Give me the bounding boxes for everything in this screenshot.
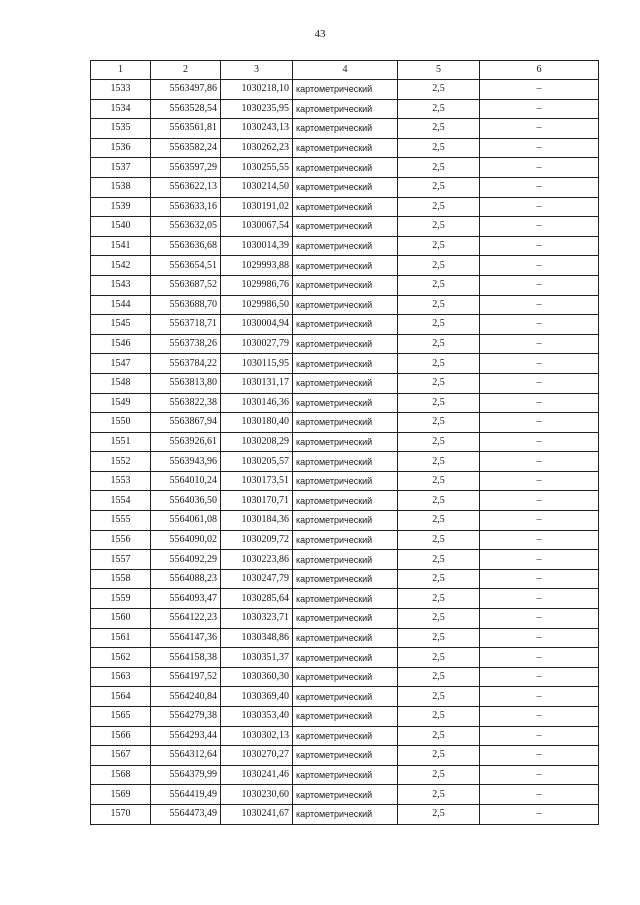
point-number-cell: 1536	[91, 138, 151, 158]
x-coordinate-cell: 5564312,64	[151, 746, 221, 766]
accuracy-cell: 2,5	[398, 119, 480, 139]
method-cell: картометрический	[293, 765, 398, 785]
point-number-cell: 1540	[91, 217, 151, 237]
point-number-cell: 1560	[91, 609, 151, 629]
point-number-cell: 1546	[91, 334, 151, 354]
column-header-4: 4	[293, 61, 398, 80]
y-coordinate-cell: 1030323,71	[221, 609, 293, 629]
y-coordinate-cell: 1030146,36	[221, 393, 293, 413]
method-cell: картометрический	[293, 99, 398, 119]
note-cell: –	[480, 256, 599, 276]
accuracy-cell: 2,5	[398, 177, 480, 197]
note-cell: –	[480, 609, 599, 629]
x-coordinate-cell: 5564093,47	[151, 589, 221, 609]
y-coordinate-cell: 1030302,13	[221, 726, 293, 746]
accuracy-cell: 2,5	[398, 275, 480, 295]
note-cell: –	[480, 197, 599, 217]
column-header-6: 6	[480, 61, 599, 80]
table-row	[91, 99, 599, 119]
x-coordinate-cell: 5563688,70	[151, 295, 221, 315]
method-cell: картометрический	[293, 354, 398, 374]
x-coordinate-cell: 5564092,29	[151, 550, 221, 570]
y-coordinate-cell: 1030360,30	[221, 667, 293, 687]
x-coordinate-cell: 5564122,23	[151, 609, 221, 629]
method-cell: картометрический	[293, 687, 398, 707]
y-coordinate-cell: 1029993,88	[221, 256, 293, 276]
point-number-cell: 1567	[91, 746, 151, 766]
x-coordinate-cell: 5564158,38	[151, 648, 221, 668]
point-number-cell: 1537	[91, 158, 151, 178]
point-number-cell: 1569	[91, 785, 151, 805]
x-coordinate-cell: 5563582,24	[151, 138, 221, 158]
point-number-cell: 1534	[91, 99, 151, 119]
table-row	[91, 726, 599, 746]
coordinates-table	[90, 60, 599, 825]
x-coordinate-cell: 5563822,38	[151, 393, 221, 413]
method-cell: картометрический	[293, 158, 398, 178]
x-coordinate-cell: 5564061,08	[151, 511, 221, 531]
note-cell: –	[480, 491, 599, 511]
point-number-cell: 1539	[91, 197, 151, 217]
note-cell: –	[480, 707, 599, 727]
table-row	[91, 452, 599, 472]
x-coordinate-cell: 5563561,81	[151, 119, 221, 139]
accuracy-cell: 2,5	[398, 648, 480, 668]
method-cell: картометрический	[293, 256, 398, 276]
point-number-cell: 1533	[91, 80, 151, 100]
x-coordinate-cell: 5563654,51	[151, 256, 221, 276]
note-cell: –	[480, 373, 599, 393]
y-coordinate-cell: 1030014,39	[221, 236, 293, 256]
accuracy-cell: 2,5	[398, 197, 480, 217]
method-cell: картометрический	[293, 413, 398, 433]
point-number-cell: 1538	[91, 177, 151, 197]
accuracy-cell: 2,5	[398, 80, 480, 100]
note-cell: –	[480, 138, 599, 158]
x-coordinate-cell: 5563597,29	[151, 158, 221, 178]
y-coordinate-cell: 1030348,86	[221, 628, 293, 648]
point-number-cell: 1564	[91, 687, 151, 707]
method-cell: картометрический	[293, 726, 398, 746]
x-coordinate-cell: 5564197,52	[151, 667, 221, 687]
point-number-cell: 1541	[91, 236, 151, 256]
x-coordinate-cell: 5564240,84	[151, 687, 221, 707]
x-coordinate-cell: 5563813,80	[151, 373, 221, 393]
accuracy-cell: 2,5	[398, 158, 480, 178]
note-cell: –	[480, 80, 599, 100]
point-number-cell: 1563	[91, 667, 151, 687]
y-coordinate-cell: 1030208,29	[221, 432, 293, 452]
note-cell: –	[480, 452, 599, 472]
point-number-cell: 1551	[91, 432, 151, 452]
table-row	[91, 609, 599, 629]
table-row	[91, 315, 599, 335]
y-coordinate-cell: 1030131,17	[221, 373, 293, 393]
point-number-cell: 1548	[91, 373, 151, 393]
x-coordinate-cell: 5563867,94	[151, 413, 221, 433]
point-number-cell: 1545	[91, 315, 151, 335]
accuracy-cell: 2,5	[398, 609, 480, 629]
point-number-cell: 1566	[91, 726, 151, 746]
point-number-cell: 1549	[91, 393, 151, 413]
accuracy-cell: 2,5	[398, 413, 480, 433]
x-coordinate-cell: 5563622,13	[151, 177, 221, 197]
accuracy-cell: 2,5	[398, 354, 480, 374]
method-cell: картометрический	[293, 119, 398, 139]
point-number-cell: 1570	[91, 804, 151, 824]
method-cell: картометрический	[293, 530, 398, 550]
y-coordinate-cell: 1030214,50	[221, 177, 293, 197]
point-number-cell: 1547	[91, 354, 151, 374]
point-number-cell: 1558	[91, 569, 151, 589]
point-number-cell: 1568	[91, 765, 151, 785]
column-header-5: 5	[398, 61, 480, 80]
y-coordinate-cell: 1030235,95	[221, 99, 293, 119]
method-cell: картометрический	[293, 295, 398, 315]
y-coordinate-cell: 1029986,76	[221, 275, 293, 295]
method-cell: картометрический	[293, 609, 398, 629]
method-cell: картометрический	[293, 334, 398, 354]
table-row	[91, 354, 599, 374]
accuracy-cell: 2,5	[398, 589, 480, 609]
note-cell: –	[480, 785, 599, 805]
accuracy-cell: 2,5	[398, 315, 480, 335]
method-cell: картометрический	[293, 804, 398, 824]
note-cell: –	[480, 667, 599, 687]
point-number-cell: 1535	[91, 119, 151, 139]
table-row	[91, 765, 599, 785]
note-cell: –	[480, 393, 599, 413]
x-coordinate-cell: 5563687,52	[151, 275, 221, 295]
note-cell: –	[480, 550, 599, 570]
table-row	[91, 648, 599, 668]
point-number-cell: 1553	[91, 471, 151, 491]
table-header-row	[91, 61, 599, 80]
x-coordinate-cell: 5563632,05	[151, 217, 221, 237]
table-row	[91, 275, 599, 295]
accuracy-cell: 2,5	[398, 726, 480, 746]
note-cell: –	[480, 413, 599, 433]
accuracy-cell: 2,5	[398, 804, 480, 824]
table-row	[91, 217, 599, 237]
accuracy-cell: 2,5	[398, 138, 480, 158]
y-coordinate-cell: 1030205,57	[221, 452, 293, 472]
x-coordinate-cell: 5564293,44	[151, 726, 221, 746]
accuracy-cell: 2,5	[398, 99, 480, 119]
method-cell: картометрический	[293, 491, 398, 511]
note-cell: –	[480, 726, 599, 746]
accuracy-cell: 2,5	[398, 667, 480, 687]
method-cell: картометрический	[293, 393, 398, 413]
method-cell: картометрический	[293, 80, 398, 100]
y-coordinate-cell: 1030255,55	[221, 158, 293, 178]
point-number-cell: 1543	[91, 275, 151, 295]
method-cell: картометрический	[293, 746, 398, 766]
table-row	[91, 413, 599, 433]
accuracy-cell: 2,5	[398, 373, 480, 393]
note-cell: –	[480, 628, 599, 648]
note-cell: –	[480, 236, 599, 256]
y-coordinate-cell: 1030180,40	[221, 413, 293, 433]
y-coordinate-cell: 1030241,46	[221, 765, 293, 785]
method-cell: картометрический	[293, 785, 398, 805]
accuracy-cell: 2,5	[398, 746, 480, 766]
y-coordinate-cell: 1030218,10	[221, 80, 293, 100]
x-coordinate-cell: 5564419,49	[151, 785, 221, 805]
column-header-2: 2	[151, 61, 221, 80]
y-coordinate-cell: 1030191,02	[221, 197, 293, 217]
note-cell: –	[480, 589, 599, 609]
y-coordinate-cell: 1030004,94	[221, 315, 293, 335]
table-row	[91, 687, 599, 707]
x-coordinate-cell: 5563528,54	[151, 99, 221, 119]
x-coordinate-cell: 5564090,02	[151, 530, 221, 550]
method-cell: картометрический	[293, 373, 398, 393]
method-cell: картометрический	[293, 648, 398, 668]
y-coordinate-cell: 1030241,67	[221, 804, 293, 824]
table-row	[91, 471, 599, 491]
point-number-cell: 1561	[91, 628, 151, 648]
y-coordinate-cell: 1030067,54	[221, 217, 293, 237]
method-cell: картометрический	[293, 471, 398, 491]
table-row	[91, 138, 599, 158]
y-coordinate-cell: 1030353,40	[221, 707, 293, 727]
y-coordinate-cell: 1030209,72	[221, 530, 293, 550]
accuracy-cell: 2,5	[398, 511, 480, 531]
table-row	[91, 707, 599, 727]
y-coordinate-cell: 1030230,60	[221, 785, 293, 805]
note-cell: –	[480, 295, 599, 315]
accuracy-cell: 2,5	[398, 432, 480, 452]
table-row	[91, 236, 599, 256]
x-coordinate-cell: 5564379,99	[151, 765, 221, 785]
accuracy-cell: 2,5	[398, 628, 480, 648]
y-coordinate-cell: 1030243,13	[221, 119, 293, 139]
note-cell: –	[480, 432, 599, 452]
accuracy-cell: 2,5	[398, 687, 480, 707]
accuracy-cell: 2,5	[398, 393, 480, 413]
note-cell: –	[480, 275, 599, 295]
note-cell: –	[480, 765, 599, 785]
table-row	[91, 334, 599, 354]
accuracy-cell: 2,5	[398, 530, 480, 550]
table-row	[91, 80, 599, 100]
table-row	[91, 119, 599, 139]
note-cell: –	[480, 530, 599, 550]
note-cell: –	[480, 99, 599, 119]
y-coordinate-cell: 1030369,40	[221, 687, 293, 707]
table-row	[91, 197, 599, 217]
table-row	[91, 393, 599, 413]
accuracy-cell: 2,5	[398, 295, 480, 315]
x-coordinate-cell: 5563497,86	[151, 80, 221, 100]
table-row	[91, 550, 599, 570]
y-coordinate-cell: 1030170,71	[221, 491, 293, 511]
accuracy-cell: 2,5	[398, 217, 480, 237]
x-coordinate-cell: 5563718,71	[151, 315, 221, 335]
method-cell: картометрический	[293, 217, 398, 237]
x-coordinate-cell: 5564036,50	[151, 491, 221, 511]
x-coordinate-cell: 5564147,36	[151, 628, 221, 648]
note-cell: –	[480, 648, 599, 668]
y-coordinate-cell: 1030247,79	[221, 569, 293, 589]
note-cell: –	[480, 158, 599, 178]
page-number: 43	[314, 28, 326, 40]
accuracy-cell: 2,5	[398, 334, 480, 354]
x-coordinate-cell: 5564088,23	[151, 569, 221, 589]
column-header-3: 3	[221, 61, 293, 80]
accuracy-cell: 2,5	[398, 550, 480, 570]
table-row	[91, 785, 599, 805]
point-number-cell: 1542	[91, 256, 151, 276]
note-cell: –	[480, 511, 599, 531]
method-cell: картометрический	[293, 138, 398, 158]
x-coordinate-cell: 5563738,26	[151, 334, 221, 354]
point-number-cell: 1562	[91, 648, 151, 668]
note-cell: –	[480, 471, 599, 491]
note-cell: –	[480, 804, 599, 824]
y-coordinate-cell: 1030351,37	[221, 648, 293, 668]
point-number-cell: 1550	[91, 413, 151, 433]
method-cell: картометрический	[293, 707, 398, 727]
table-row	[91, 373, 599, 393]
note-cell: –	[480, 177, 599, 197]
point-number-cell: 1559	[91, 589, 151, 609]
accuracy-cell: 2,5	[398, 256, 480, 276]
note-cell: –	[480, 746, 599, 766]
table-row	[91, 804, 599, 824]
table-row	[91, 177, 599, 197]
accuracy-cell: 2,5	[398, 471, 480, 491]
y-coordinate-cell: 1030184,36	[221, 511, 293, 531]
table-row	[91, 667, 599, 687]
table-body	[91, 80, 599, 825]
accuracy-cell: 2,5	[398, 765, 480, 785]
accuracy-cell: 2,5	[398, 236, 480, 256]
method-cell: картометрический	[293, 177, 398, 197]
y-coordinate-cell: 1030027,79	[221, 334, 293, 354]
note-cell: –	[480, 119, 599, 139]
x-coordinate-cell: 5563943,96	[151, 452, 221, 472]
method-cell: картометрический	[293, 197, 398, 217]
table-row	[91, 491, 599, 511]
y-coordinate-cell: 1030262,23	[221, 138, 293, 158]
method-cell: картометрический	[293, 275, 398, 295]
table-row	[91, 746, 599, 766]
accuracy-cell: 2,5	[398, 707, 480, 727]
accuracy-cell: 2,5	[398, 569, 480, 589]
method-cell: картометрический	[293, 589, 398, 609]
x-coordinate-cell: 5564279,38	[151, 707, 221, 727]
table-row	[91, 530, 599, 550]
point-number-cell: 1552	[91, 452, 151, 472]
method-cell: картометрический	[293, 511, 398, 531]
note-cell: –	[480, 687, 599, 707]
note-cell: –	[480, 315, 599, 335]
accuracy-cell: 2,5	[398, 491, 480, 511]
table-row	[91, 432, 599, 452]
note-cell: –	[480, 354, 599, 374]
table-row	[91, 589, 599, 609]
table-row	[91, 256, 599, 276]
method-cell: картометрический	[293, 236, 398, 256]
table-row	[91, 511, 599, 531]
method-cell: картометрический	[293, 667, 398, 687]
table-row	[91, 158, 599, 178]
point-number-cell: 1544	[91, 295, 151, 315]
point-number-cell: 1556	[91, 530, 151, 550]
x-coordinate-cell: 5564010,24	[151, 471, 221, 491]
point-number-cell: 1554	[91, 491, 151, 511]
y-coordinate-cell: 1030285,64	[221, 589, 293, 609]
x-coordinate-cell: 5564473,49	[151, 804, 221, 824]
method-cell: картометрический	[293, 550, 398, 570]
y-coordinate-cell: 1029986,50	[221, 295, 293, 315]
table-row	[91, 295, 599, 315]
method-cell: картометрический	[293, 628, 398, 648]
method-cell: картометрический	[293, 432, 398, 452]
note-cell: –	[480, 334, 599, 354]
note-cell: –	[480, 569, 599, 589]
x-coordinate-cell: 5563636,68	[151, 236, 221, 256]
y-coordinate-cell: 1030223,86	[221, 550, 293, 570]
y-coordinate-cell: 1030115,95	[221, 354, 293, 374]
table-row	[91, 569, 599, 589]
method-cell: картометрический	[293, 569, 398, 589]
method-cell: картометрический	[293, 452, 398, 472]
x-coordinate-cell: 5563784,22	[151, 354, 221, 374]
x-coordinate-cell: 5563633,16	[151, 197, 221, 217]
note-cell: –	[480, 217, 599, 237]
accuracy-cell: 2,5	[398, 452, 480, 472]
method-cell: картометрический	[293, 315, 398, 335]
point-number-cell: 1555	[91, 511, 151, 531]
point-number-cell: 1557	[91, 550, 151, 570]
column-header-1: 1	[91, 61, 151, 80]
accuracy-cell: 2,5	[398, 785, 480, 805]
y-coordinate-cell: 1030173,51	[221, 471, 293, 491]
x-coordinate-cell: 5563926,61	[151, 432, 221, 452]
table-row	[91, 628, 599, 648]
point-number-cell: 1565	[91, 707, 151, 727]
y-coordinate-cell: 1030270,27	[221, 746, 293, 766]
